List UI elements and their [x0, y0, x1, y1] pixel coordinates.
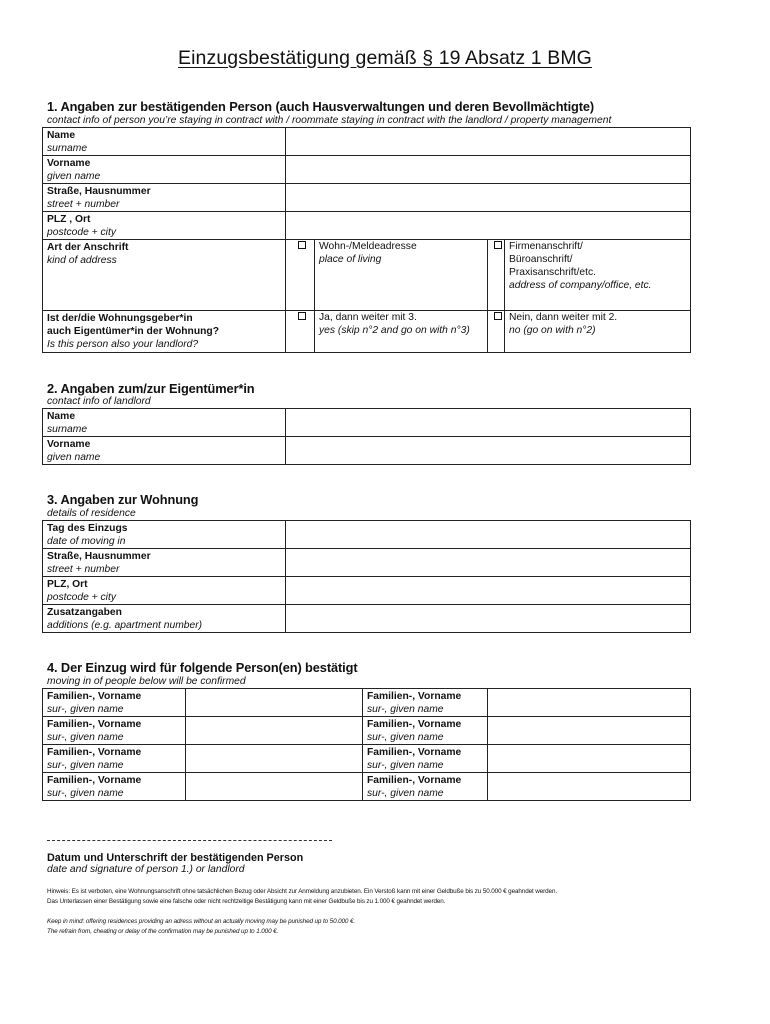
signature-line[interactable] — [47, 840, 332, 841]
person-name-input[interactable] — [186, 773, 363, 801]
signature-label-en: date and signature of person 1.) or landlord — [47, 864, 245, 875]
table-row — [43, 156, 691, 184]
section-1-table — [42, 127, 691, 353]
section-4-subheading: moving in of people below will be confirmed — [47, 676, 246, 687]
section-1-subheading: contact info of person you’re staying in contract with / roommate staying in contract with the landlord / property management — [47, 115, 612, 126]
section-4-table — [42, 688, 691, 801]
address-kind-label-en: kind of address — [47, 255, 117, 266]
section-3-table — [42, 520, 691, 633]
field-label-en: surname — [47, 424, 88, 435]
field-label: Vorname — [47, 439, 91, 450]
checkbox-icon — [298, 312, 306, 320]
table-row — [43, 717, 691, 745]
field-label-en: given name — [47, 452, 101, 463]
given-name-input[interactable] — [286, 156, 691, 184]
legal-note-en: Keep in mind: offering residences providing an adress without an actually moving may be punished up to 50.000 €. — [47, 918, 356, 925]
table-row — [43, 577, 691, 605]
option-company-label-en: address of company/office, etc. — [509, 280, 652, 291]
field-label-en: additions (e.g. apartment number) — [47, 620, 203, 631]
surname-input[interactable] — [286, 128, 691, 156]
person-label-en: sur-, given name — [367, 704, 444, 715]
residence-postcode-city-input[interactable] — [286, 577, 691, 605]
option-company-label: Büroanschrift/ — [509, 254, 573, 265]
field-label-en: postcode + city — [47, 227, 116, 238]
option-company-label: Praxisanschrift/etc. — [509, 267, 596, 278]
address-kind-label: Art der Anschrift — [47, 242, 129, 253]
option-yes-label: Ja, dann weiter mit 3. — [319, 312, 417, 323]
table-row — [43, 212, 691, 240]
option-living-label: Wohn-/Meldeadresse — [319, 241, 417, 252]
person-label-en: sur-, given name — [367, 732, 444, 743]
landlord-question-en: Is this person also your landlord? — [47, 339, 199, 350]
field-label-en: date of moving in — [47, 536, 126, 547]
option-no-label-en: no (go on with n°2) — [509, 325, 596, 336]
table-row — [43, 240, 691, 311]
option-company-label: Firmenanschrift/ — [509, 241, 583, 252]
checkbox-no[interactable] — [488, 311, 505, 353]
person-name-input[interactable] — [488, 717, 691, 745]
legal-note-de: Das Unterlassen einer Bestätigung sowie eine falsche oder nicht rechtzeitige Bestätigung kann mit einer Geldbuße bis zu 1.000 € geahndet werden. — [47, 898, 446, 905]
legal-note-de: Hinweis: Es ist verboten, eine Wohnungsanschrift ohne tatsächlichen Bezug oder Absicht zur Anmeldung anzubieten. Ein Verstoß kann mit einer Geldbuße bis zu 50.000 € geahndet werden. — [47, 888, 557, 895]
field-label: PLZ , Ort — [47, 214, 91, 225]
person-name-input[interactable] — [186, 745, 363, 773]
field-label-en: street + number — [47, 199, 120, 210]
table-row — [43, 311, 691, 353]
person-label-en: sur-, given name — [47, 704, 124, 715]
field-label: Zusatzangaben — [47, 607, 122, 618]
table-row — [43, 409, 691, 437]
checkbox-icon — [494, 312, 502, 320]
person-label: Familien-, Vorname — [367, 691, 462, 702]
table-row — [43, 184, 691, 212]
table-row — [43, 689, 691, 717]
person-label-en: sur-, given name — [367, 760, 444, 771]
signature-label: Datum und Unterschrift der bestätigenden Person — [47, 852, 304, 864]
person-name-input[interactable] — [186, 717, 363, 745]
section-2-table — [42, 408, 691, 465]
field-label: Vorname — [47, 158, 91, 169]
landlord-question: auch Eigentümer*in der Wohnung? — [47, 326, 220, 337]
person-label-en: sur-, given name — [47, 760, 124, 771]
street-input[interactable] — [286, 184, 691, 212]
postcode-city-input[interactable] — [286, 212, 691, 240]
field-label: Tag des Einzugs — [47, 523, 128, 534]
section-3-heading: 3. Angaben zur Wohnung — [47, 492, 199, 507]
residence-additions-input[interactable] — [286, 605, 691, 633]
option-living-label-en: place of living — [319, 254, 382, 265]
section-3-subheading: details of residence — [47, 508, 136, 519]
person-label-en: sur-, given name — [367, 788, 444, 799]
table-row — [43, 521, 691, 549]
checkbox-icon — [298, 241, 306, 249]
person-label: Familien-, Vorname — [367, 775, 462, 786]
checkbox-yes[interactable] — [286, 311, 315, 353]
landlord-given-name-input[interactable] — [286, 437, 691, 465]
page-title: Einzugsbestätigung gemäß § 19 Absatz 1 BMG — [178, 47, 592, 69]
person-label: Familien-, Vorname — [47, 719, 142, 730]
field-label: Straße, Hausnummer — [47, 186, 151, 197]
landlord-surname-input[interactable] — [286, 409, 691, 437]
checkbox-living[interactable] — [286, 240, 315, 311]
person-name-input[interactable] — [488, 689, 691, 717]
field-label: Straße, Hausnummer — [47, 551, 151, 562]
field-label-en: surname — [47, 143, 88, 154]
table-row — [43, 605, 691, 633]
person-label: Familien-, Vorname — [367, 747, 462, 758]
table-row — [43, 773, 691, 801]
field-label-en: given name — [47, 171, 101, 182]
legal-note-en: The refrain from, cheating or delay of the confirmation may be punished up to 1.000 €. — [47, 928, 279, 935]
option-no-label: Nein, dann weiter mit 2. — [509, 312, 618, 323]
field-label: PLZ, Ort — [47, 579, 88, 590]
checkbox-icon — [494, 241, 502, 249]
person-name-input[interactable] — [488, 773, 691, 801]
section-2-heading: 2. Angaben zum/zur Eigentümer*in — [47, 381, 255, 396]
person-label: Familien-, Vorname — [367, 719, 462, 730]
person-label: Familien-, Vorname — [47, 747, 142, 758]
person-label-en: sur-, given name — [47, 788, 124, 799]
checkbox-company[interactable] — [488, 240, 505, 311]
landlord-question: Ist der/die Wohnungsgeber*in — [47, 313, 193, 324]
section-2-subheading: contact info of landlord — [47, 396, 151, 407]
section-1-heading: 1. Angaben zur bestätigenden Person (auch Hausverwaltungen und deren Bevollmächtigte) — [47, 99, 595, 114]
field-label-en: postcode + city — [47, 592, 116, 603]
option-yes-label-en: yes (skip n°2 and go on with n°3) — [319, 325, 470, 336]
section-4-heading: 4. Der Einzug wird für folgende Person(en) bestätigt — [47, 660, 358, 675]
residence-street-input[interactable] — [286, 549, 691, 577]
table-row — [43, 128, 691, 156]
person-name-input[interactable] — [488, 745, 691, 773]
person-label: Familien-, Vorname — [47, 691, 142, 702]
field-label: Name — [47, 411, 76, 422]
table-row — [43, 549, 691, 577]
person-label-en: sur-, given name — [47, 732, 124, 743]
person-name-input[interactable] — [186, 689, 363, 717]
table-row — [43, 745, 691, 773]
table-row — [43, 437, 691, 465]
field-label-en: street + number — [47, 564, 120, 575]
move-in-date-input[interactable] — [286, 521, 691, 549]
person-label: Familien-, Vorname — [47, 775, 142, 786]
field-label: Name — [47, 130, 76, 141]
